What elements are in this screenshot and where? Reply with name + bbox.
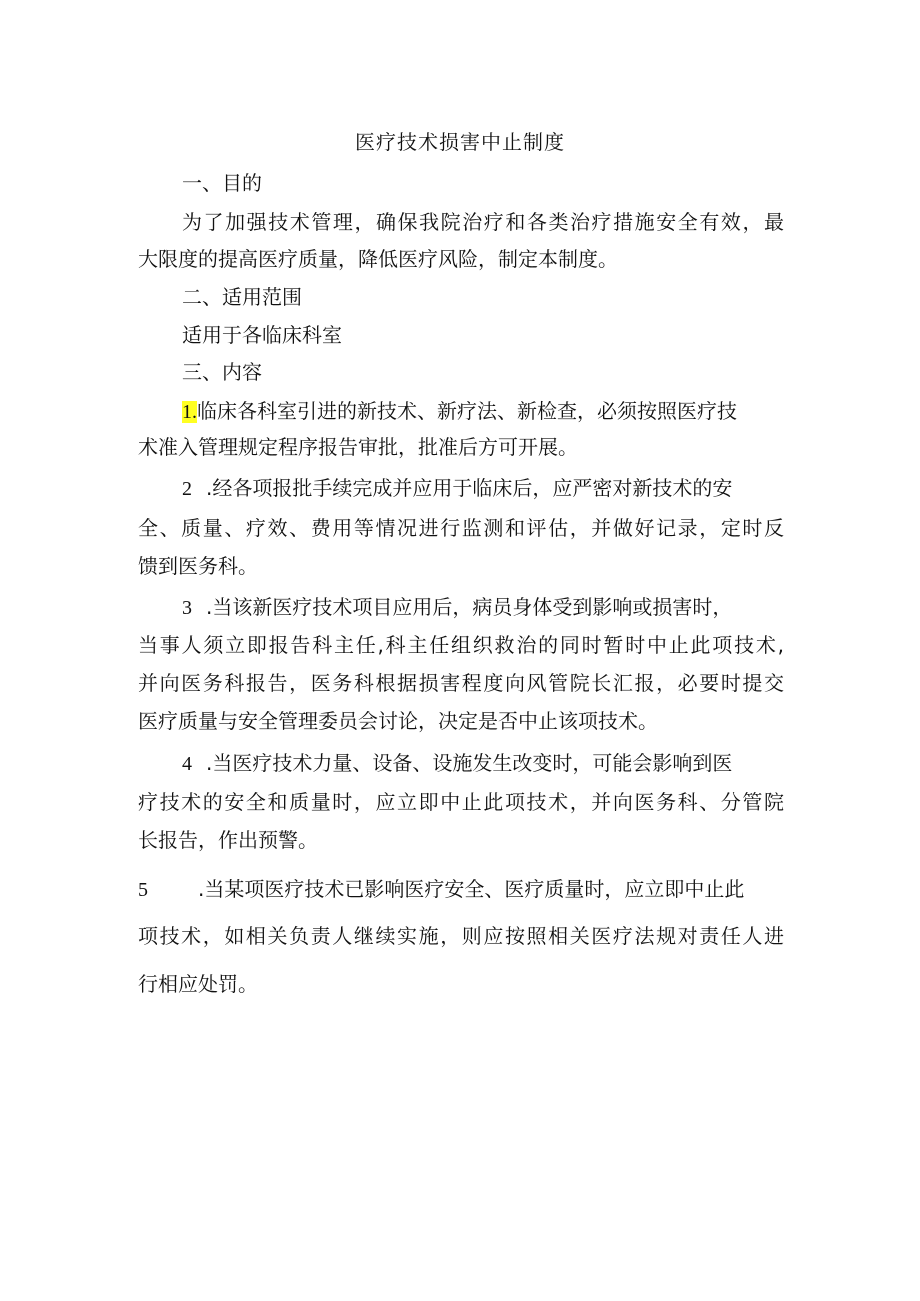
list-item-2-line-1: [182, 473, 732, 504]
list-item-2-line-3: 馈到医务科。: [138, 554, 258, 578]
list-item-5-line-2: 项技术，如相关负责人继续实施，则应按照相关医疗法规对责任人进: [138, 924, 784, 948]
list-item-2-number: 2: [182, 478, 192, 500]
list-item-3-text: .当该新医疗技术项目应用后，病员身体受到影响或损害时，: [206, 595, 733, 619]
list-item-5-line-1: [138, 874, 744, 905]
list-item-4-line-1: [182, 748, 732, 779]
list-item-2-line-2: 全、质量、疗效、费用等情况进行监测和评估，并做好记录，定时反: [138, 516, 784, 540]
section-heading-content: 三、内容: [182, 360, 262, 384]
list-item-1-line-1: [182, 396, 784, 427]
section-heading-scope: 二、适用范围: [182, 285, 302, 309]
list-item-5-line-3: 行相应处罚。: [138, 972, 258, 996]
list-item-5-number: 5: [138, 879, 148, 901]
list-item-3-line-4: 医疗质量与安全管理委员会讨论，决定是否中止该项技术。: [138, 709, 658, 733]
purpose-text-line-2: 大限度的提高医疗质量，降低医疗风险，制定本制度。: [138, 247, 618, 271]
list-item-5-text: .当某项医疗技术已影响医疗安全、医疗质量时，应立即中止此: [198, 877, 745, 901]
list-item-1-line-2: 术准入管理规定程序报告审批，批准后方可开展。: [138, 435, 578, 459]
section-heading-purpose: 一、目的: [182, 171, 262, 195]
list-item-3-line-3: 并向医务科报告，医务科根据损害程度向风管院长汇报，必要时提交: [138, 671, 784, 695]
list-item-1-text: 临床各科室引进的新技术、新疗法、新检查，必须按照医疗技: [197, 399, 737, 423]
list-item-3-line-2: 当事人须立即报告科主任,科主任组织救治的同时暂时中止此项技术,: [138, 633, 784, 657]
scope-text: 适用于各临床科室: [182, 323, 342, 347]
list-item-4-line-3: 长报告，作出预警。: [138, 828, 318, 852]
purpose-text-line-1: 为了加强技术管理，确保我院治疗和各类治疗措施安全有效，最: [182, 210, 784, 234]
list-item-3-number: 3: [182, 597, 192, 619]
list-item-4-line-2: 疗技术的安全和质量时，应立即中止此项技术，并向医务科、分管院: [138, 790, 784, 814]
list-item-2-text: .经各项报批手续完成并应用于临床后，应严密对新技术的安: [206, 476, 733, 500]
list-item-4-number: 4: [182, 753, 192, 775]
list-item-3-line-1: [182, 592, 732, 623]
document-title: 医疗技术损害中止制度: [355, 130, 565, 154]
list-item-4-text: .当医疗技术力量、设备、设施发生改变时，可能会影响到医: [206, 751, 733, 775]
list-item-1-number: 1.: [182, 401, 197, 423]
